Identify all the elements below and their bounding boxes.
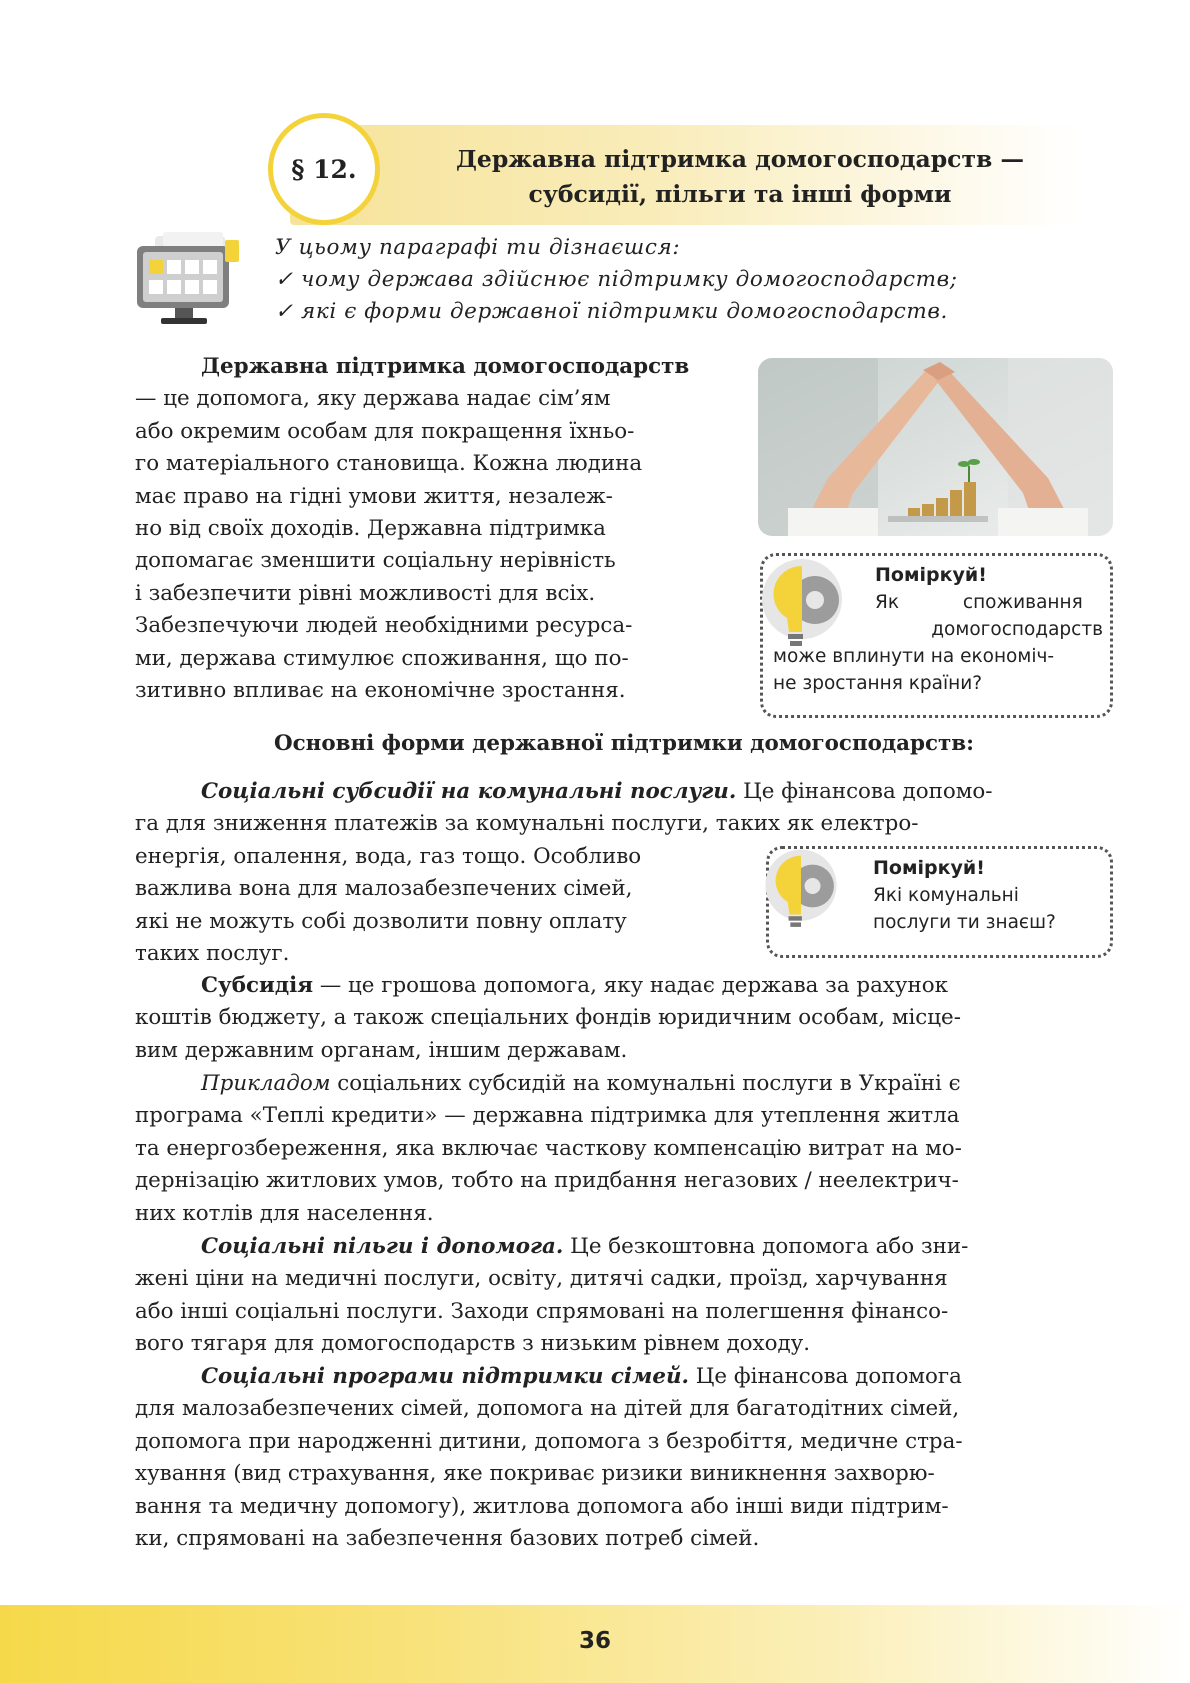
section-title-line: Державна підтримка домогосподарств —: [455, 145, 1025, 173]
example-paragraph: [135, 1068, 1113, 1230]
definition-paragraph: [135, 351, 723, 707]
paragraph-line: для малозабезпечених сімей, допомога на дітей для багатодітних сімей,: [135, 1396, 960, 1422]
benefits-paragraph: [135, 1231, 1113, 1361]
subsidies-term: Соціальні субсидії на комунальні послуги.: [201, 779, 737, 804]
subsidy-definition-paragraph: [135, 970, 1113, 1067]
paragraph-line: зитивно впливає на економічне зростання.: [135, 678, 626, 704]
section-title: [430, 142, 1050, 212]
paragraph-line: енергія, опалення, вода, газ тощо. Особливо: [135, 844, 642, 869]
paragraph-line: Забезпечуючи людей необхідними ресурса-: [135, 613, 633, 639]
benefits-term: Соціальні пільги і допомога.: [201, 1234, 564, 1259]
page-number: 36: [578, 1628, 611, 1654]
programs-term: Соціальні програми підтримки сімей.: [201, 1364, 689, 1389]
think-text: домогосподарств: [931, 619, 1103, 640]
objective-item: ✓ які є форми державної підтримки домогосподарств.: [275, 299, 948, 324]
paragraph-text: — це грошова допомога, яку надає держава за рахунок: [313, 973, 948, 998]
paragraph-line: хування (вид страхування, яке покриває ризики виникнення захворю-: [135, 1461, 935, 1487]
paragraph-line: допомога при народженні дитини, допомога з безробіття, медичне стра-: [135, 1428, 963, 1454]
paragraph-line: програма «Теплі кредити» — державна підтримка для утеплення житла: [135, 1103, 960, 1129]
paragraph-line: має право на гідні умови життя, незалеж-: [135, 483, 613, 509]
learning-objectives: [275, 232, 1075, 328]
paragraph-line: таких послуг.: [135, 941, 290, 967]
paragraph-line: коштів бюджету, а також спеціальних фондів юридичним особам, місце-: [135, 1005, 961, 1031]
paragraph-line: жені ціни на медичні послуги, освіту, дитячі садки, проїзд, харчування: [135, 1266, 948, 1292]
paragraph-line: і забезпечити рівні можливості для всіх.: [135, 580, 596, 606]
think-text: не зростання країни?: [773, 673, 983, 694]
section-title-line: субсидії, пільги та інші форми: [528, 180, 952, 208]
objective-item: ✓ чому держава здійснює підтримку домогосподарств;: [275, 267, 958, 292]
paragraph-text: Це фінансова допомога: [688, 1364, 962, 1389]
paragraph-line: дернізацію житлових умов, тобто на придбання негазових / неелектрич-: [135, 1168, 959, 1194]
subsidies-paragraph-cont: [135, 841, 723, 971]
lightbulb-gear-icon: [761, 845, 841, 943]
paragraph-line: но від своїх доходів. Державна підтримка: [135, 516, 606, 542]
think-title: Поміркуй!: [875, 564, 987, 586]
paragraph-line: або інші соціальні послуги. Заходи спрямовані на полегшення фінансо-: [135, 1298, 949, 1324]
paragraph-line: го матеріального становища. Кожна людина: [135, 451, 643, 477]
think-title: Поміркуй!: [873, 857, 985, 879]
paragraph-text: соціальних субсидій на комунальні послуги в Україні є: [330, 1071, 961, 1096]
objectives-lead: У цьому параграфі ти дізнаєшся:: [275, 235, 681, 260]
paragraph-line: га для зниження платежів за комунальні послуги, таких як електро-: [135, 811, 919, 837]
paragraph-line: вим державним органам, іншим державам.: [135, 1037, 628, 1063]
forms-heading: Основні форми державної підтримки домогосподарств:: [274, 731, 974, 756]
paragraph-line: та енергозбереження, яка включає часткову компенсацію витрат на мо-: [135, 1135, 962, 1161]
subsidy-term: Субсидія: [201, 973, 314, 998]
paragraph-line: які не можуть собі дозволити повну оплату: [135, 908, 627, 934]
think-text: Які комунальні: [873, 885, 1019, 906]
subsidies-paragraph: [135, 776, 1113, 841]
paragraph-line: ми, держава стимулює споживання, що по-: [135, 645, 629, 671]
monitor-documents-icon: [133, 232, 243, 332]
think-box: [766, 846, 1113, 958]
definition-term: Державна підтримка домогосподарств: [201, 354, 690, 379]
think-text: послуги ти знаєш?: [873, 912, 1056, 933]
think-box: [760, 553, 1113, 718]
paragraph-text: Це фінансова допомо-: [736, 779, 993, 804]
paragraph-line: допомагає зменшити соціальну нерівність: [135, 548, 616, 574]
paragraph-line: ки, спрямовані на забезпечення базових потреб сімей.: [135, 1526, 760, 1552]
paragraph-line: — це допомога, яку держава надає сім’ям: [135, 386, 611, 412]
example-term: Прикладом: [201, 1071, 331, 1096]
paragraph-line: важлива вона для малозабезпечених сімей,: [135, 876, 633, 902]
paragraph-line: вання та медичну допомогу), житлова допомога або інші види підтрим-: [135, 1493, 949, 1519]
hands-roof-coins-photo: [758, 358, 1113, 536]
paragraph-line: вого тягаря для домогосподарств з низьким рівнем доходу.: [135, 1331, 811, 1357]
paragraph-line: них котлів для населення.: [135, 1200, 434, 1226]
section-number-badge: § 12.: [268, 113, 380, 225]
think-text: може вплинути на економіч-: [773, 646, 1055, 667]
paragraph-line: або окремим особам для покращення їхньо-: [135, 418, 635, 444]
paragraph-text: Це безкоштовна допомога або зни-: [563, 1234, 969, 1259]
programs-paragraph: [135, 1361, 1113, 1555]
think-text: Як споживання: [875, 592, 1083, 613]
